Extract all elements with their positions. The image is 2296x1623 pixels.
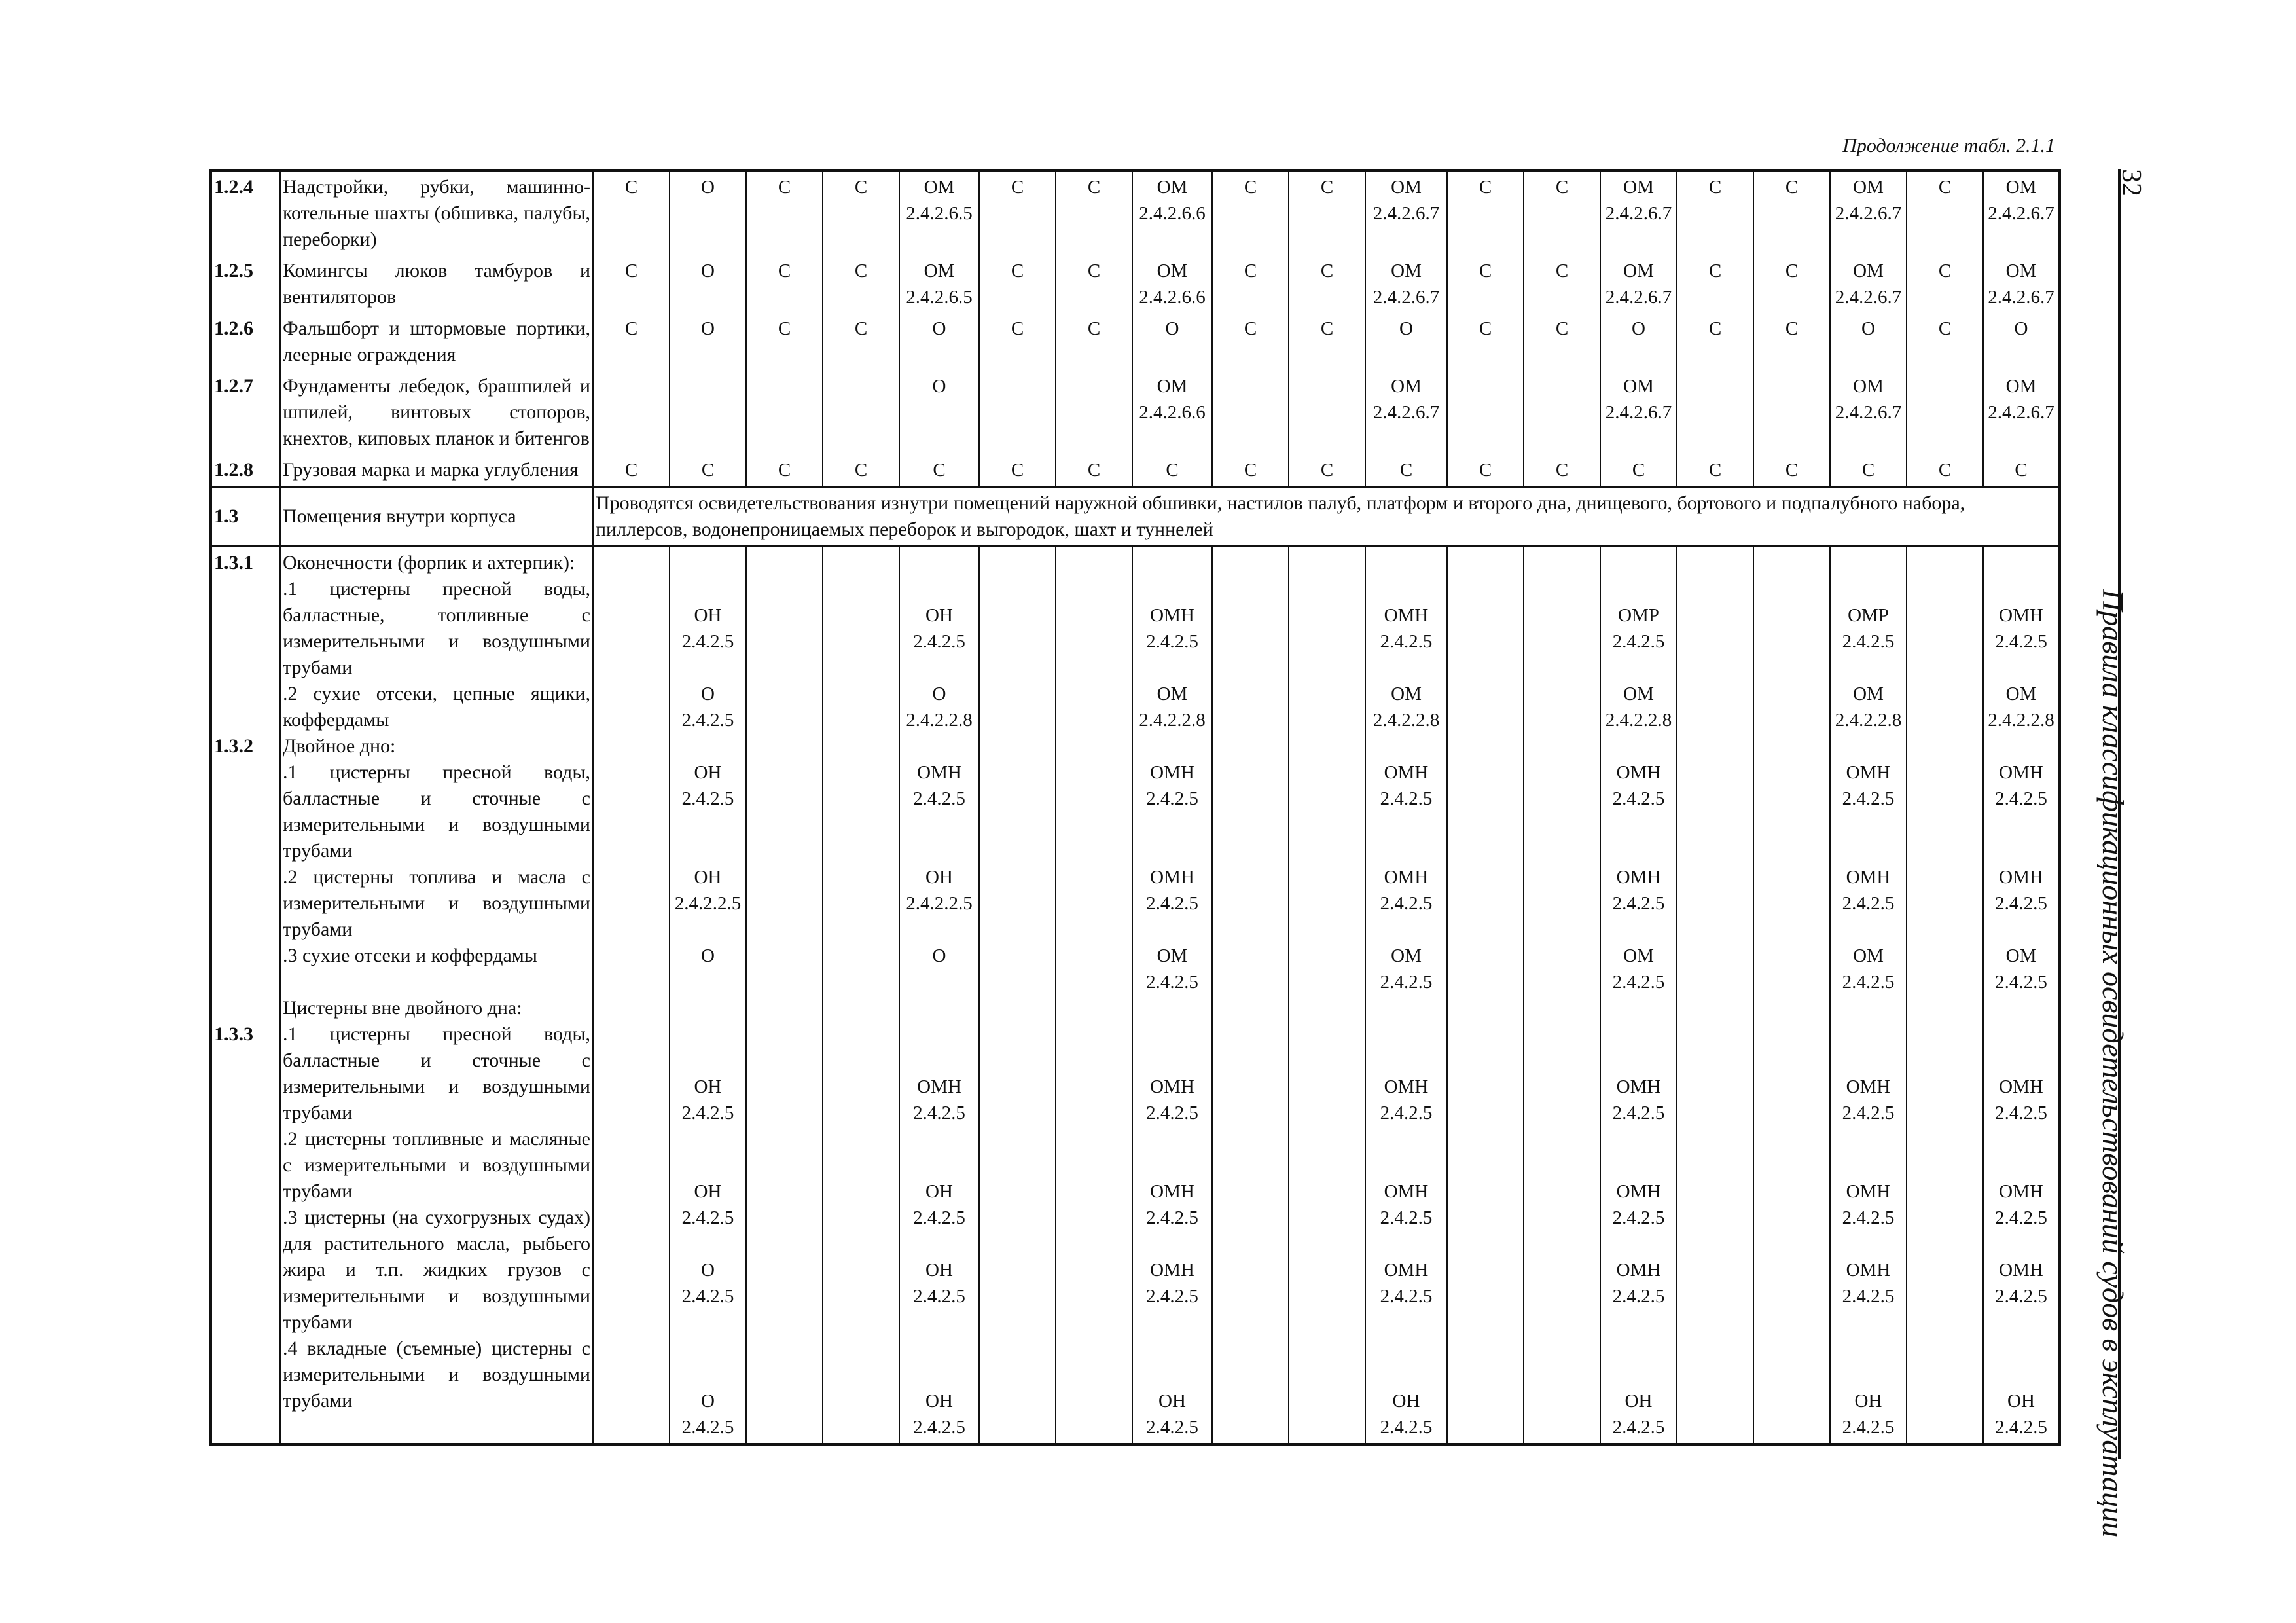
value-cell: ОМ 2.4.2.6.7 [1830,255,1907,313]
item-text: .4 вкладные (съемные) цистерны с измерительными и воздушными трубами [283,1338,590,1412]
value-cell: ОМ 2.4.2.6.7 [1983,371,2060,454]
value-entry: ОН [1158,1391,1186,1412]
value-cell: С [1365,454,1447,487]
value-entry: 2.4.2.5 [1995,893,2047,914]
value-cell: С [1830,454,1907,487]
value-entry: 2.4.2.5 [1995,788,2047,809]
value-cell [670,371,746,454]
section-note: Проводятся освидетельствования изнутри помещений наружной обшивки, настилов палуб, платформ и второго дна, днищевого, бортового и подпалубного набора, пиллерсов, водонепроницаемых переборок и выгородок, шахт и туннелей [593,487,2060,547]
value-entry: ОН [694,762,722,783]
value-column [1830,547,1907,1445]
value-entry: ОМН [1150,762,1194,783]
value-entry: ОМР [1848,605,1889,626]
item-text: .2 сухие отсеки, цепные ящики, коффердамы [283,683,590,731]
table-row [211,255,2060,313]
value-entry: ОМ [2005,684,2037,704]
value-cell: С [1447,170,1524,255]
value-entry: 2.4.2.5 [1842,788,1895,809]
value-entry: ОМР [1618,605,1659,626]
value-entry: 2.4.2.5 [1612,972,1665,993]
value-entry: 2.4.2.5 [1380,1417,1433,1438]
value-column [899,547,979,1445]
value-cell: С [1907,313,1983,371]
subsection-numbers [211,547,280,1445]
value-cell: С [1289,255,1365,313]
value-entry: 2.4.2.2.5 [906,893,973,914]
value-cell: С [1056,454,1132,487]
value-entry: ОМ [1391,684,1422,704]
value-entry: ОМН [1999,605,2043,626]
value-cell: С [979,313,1056,371]
value-entry: 2.4.2.5 [681,1207,734,1228]
value-entry: 2.4.2.2.8 [1372,710,1440,731]
value-cell: С [746,170,823,255]
row-number: 1.2.6 [211,313,280,371]
value-entry: ОМН [1999,1260,2043,1281]
value-cell: С [1212,313,1289,371]
value-entry: ОМН [1616,1076,1661,1097]
value-column [1289,547,1365,1445]
value-entry: ОМН [1846,1260,1891,1281]
value-entry: ОМН [1150,867,1194,888]
page-number: 32 [2116,169,2146,196]
value-cell: ОМ 2.4.2.6.6 [1132,170,1212,255]
value-entry: 2.4.2.5 [681,631,734,652]
value-cell: С [1289,454,1365,487]
value-entry: 2.4.2.5 [1842,1207,1895,1228]
value-cell: ОМ 2.4.2.6.7 [1365,170,1447,255]
value-entry: 2.4.2.5 [1146,893,1198,914]
value-entry: ОН [2007,1391,2035,1412]
value-cell [1907,371,1983,454]
number-1-3-3: 1.3.3 [214,1023,253,1045]
value-cell: С [1983,454,2060,487]
value-cell: С [1907,454,1983,487]
value-cell: ОМ 2.4.2.6.7 [1600,170,1677,255]
number-1-3-1: 1.3.1 [214,552,253,574]
value-entry: 2.4.2.5 [913,1103,965,1123]
table-row [211,454,2060,487]
value-column [823,547,899,1445]
value-entry: 2.4.2.5 [913,1286,965,1307]
value-entry: 2.4.2.2.8 [906,710,973,731]
value-entry: ОМН [1999,1076,2043,1097]
section-number: 1.3 [211,487,280,547]
value-cell: О [1365,313,1447,371]
value-cell: С [1524,313,1600,371]
value-cell: ОМ 2.4.2.6.6 [1132,255,1212,313]
value-column [1677,547,1753,1445]
running-title: Правила классификационных освидетельствований судов в эксплуатации [2096,589,2130,1538]
value-cell: С [979,170,1056,255]
value-cell: С [746,313,823,371]
value-column [1753,547,1830,1445]
classification-survey-table [209,169,2061,1446]
value-cell: С [1753,170,1830,255]
table-continuation-caption: Продолжение табл. 2.1.1 [1842,135,2055,156]
value-column [1447,547,1524,1445]
value-entry: 2.4.2.5 [913,788,965,809]
value-entry: 2.4.2.5 [1380,1207,1433,1228]
value-cell: ОМ 2.4.2.6.7 [1365,371,1447,454]
value-entry: 2.4.2.5 [1380,893,1433,914]
value-entry: ОН [694,1076,722,1097]
subsection-descriptions [280,547,593,1445]
item-text: .1 цистерны пресной воды, балластные, топливные с измерительными и воздушными трубами [283,578,590,678]
value-cell: С [899,454,979,487]
value-cell [979,371,1056,454]
value-cell: С [979,255,1056,313]
value-cell [1289,371,1365,454]
value-column [1983,547,2060,1445]
value-entry: ОМН [1846,867,1891,888]
value-entry: ОМН [1150,1260,1194,1281]
value-entry: 2.4.2.5 [1842,972,1895,993]
row-name: Фундаменты лебедок, брашпилей и шпилей, винтовых стопоров, кнехтов, киповых планок и битенгов [280,371,593,454]
value-entry: ОМН [1384,1181,1429,1202]
value-entry: ОМ [1853,684,1884,704]
value-cell: С [1753,255,1830,313]
value-cell: О [1600,313,1677,371]
value-column [670,547,746,1445]
value-entry: 2.4.2.5 [1380,1286,1433,1307]
value-entry: ОМН [1384,762,1429,783]
value-entry: ОН [925,1391,953,1412]
value-entry: 2.4.2.5 [913,1207,965,1228]
value-entry: 2.4.2.2.8 [1605,710,1672,731]
value-entry: 2.4.2.5 [913,631,965,652]
value-entry: 2.4.2.5 [1612,788,1665,809]
value-entry: ОМН [1999,867,2043,888]
value-cell [1524,371,1600,454]
row-name: Грузовая марка и марка углубления [280,454,593,487]
value-cell: С [746,255,823,313]
value-entry: 2.4.2.2.8 [1988,710,2054,731]
value-cell: С [1753,313,1830,371]
value-entry: 2.4.2.5 [1146,972,1198,993]
value-entry: ОМН [1150,605,1194,626]
value-cell: О [1830,313,1907,371]
value-cell: С [593,313,670,371]
value-entry: 2.4.2.5 [1612,1286,1665,1307]
value-cell: С [1753,454,1830,487]
value-cell [1677,371,1753,454]
number-1-3-2: 1.3.2 [214,735,253,757]
value-column [979,547,1056,1445]
value-entry: 2.4.2.5 [1995,1417,2047,1438]
value-cell: О [899,371,979,454]
value-column [1524,547,1600,1445]
value-entry: 2.4.2.5 [1995,972,2047,993]
value-entry: 2.4.2.5 [681,710,734,731]
value-entry: ОМН [1150,1181,1194,1202]
value-entry: ОН [1854,1391,1882,1412]
value-entry: ОМН [1384,1076,1429,1097]
value-entry: 2.4.2.5 [1146,1207,1198,1228]
value-entry: ОМН [1846,762,1891,783]
section-row-1-3 [211,487,2060,547]
value-cell: С [1447,454,1524,487]
value-cell: С [1524,454,1600,487]
value-cell: ОМ 2.4.2.6.7 [1830,371,1907,454]
value-entry: 2.4.2.5 [1380,788,1433,809]
value-entry: 2.4.2.5 [1612,1103,1665,1123]
value-cell: С [823,454,899,487]
item-text: Цистерны вне двойного дна: [283,997,522,1019]
value-cell [1447,371,1524,454]
value-entry: ОМН [1999,1181,2043,1202]
value-cell: О [670,170,746,255]
row-number: 1.2.8 [211,454,280,487]
item-text: .1 цистерны пресной воды, балластные и сточные с измерительными и воздушными трубами [283,761,590,862]
value-cell: С [1907,255,1983,313]
value-entry: 2.4.2.5 [1380,972,1433,993]
value-cell: С [1447,313,1524,371]
value-cell: О [670,255,746,313]
value-entry: 2.4.2.5 [681,1286,734,1307]
value-entry: ОМ [1853,945,1884,966]
table-row [211,313,2060,371]
value-entry: 2.4.2.5 [1146,631,1198,652]
value-entry: ОМ [1157,945,1188,966]
value-cell: С [1677,454,1753,487]
value-entry: ОН [925,867,953,888]
value-entry: ОМ [1623,945,1654,966]
subsections-block [211,547,2060,1445]
value-entry: 2.4.2.5 [1146,1417,1198,1438]
value-entry: О [701,945,715,966]
row-number: 1.2.5 [211,255,280,313]
value-cell: С [1524,255,1600,313]
value-cell: С [746,454,823,487]
value-cell: ОМ 2.4.2.6.7 [1983,170,2060,255]
value-entry: ОН [694,1181,722,1202]
value-entry: ОМН [1999,762,2043,783]
value-entry: 2.4.2.5 [681,1103,734,1123]
value-cell: С [1907,170,1983,255]
value-entry: 2.4.2.5 [1842,1286,1895,1307]
value-cell: С [823,255,899,313]
value-entry: 2.4.2.2.5 [674,893,742,914]
value-entry: О [701,1260,715,1281]
value-cell: ОМ 2.4.2.6.6 [1132,371,1212,454]
value-cell: О [1983,313,2060,371]
value-cell: С [593,170,670,255]
value-entry: ОН [1392,1391,1420,1412]
row-name: Фальшборт и штормовые портики, леерные ограждения [280,313,593,371]
value-entry: 2.4.2.5 [681,788,734,809]
value-column [1212,547,1289,1445]
item-text: .2 цистерны топливные и масляные с измерительными и воздушными трубами [283,1128,590,1202]
value-entry: 2.4.2.5 [1842,893,1895,914]
value-cell: С [1600,454,1677,487]
value-cell: ОМ 2.4.2.6.7 [1983,255,2060,313]
value-cell [1212,371,1289,454]
table-row [211,170,2060,255]
row-number: 1.2.4 [211,170,280,255]
value-entry: 2.4.2.5 [1612,631,1665,652]
value-cell: С [593,255,670,313]
value-cell: С [1212,454,1289,487]
value-cell: С [593,454,670,487]
value-cell [823,371,899,454]
value-cell: ОМ 2.4.2.6.5 [899,170,979,255]
value-entry: ОМН [1150,1076,1194,1097]
row-name: Комингсы люков тамбуров и вентиляторов [280,255,593,313]
value-entry: 2.4.2.5 [1612,1417,1665,1438]
value-cell: ОМ 2.4.2.6.5 [899,255,979,313]
value-entry: ОМН [1384,1260,1429,1281]
value-entry: ОН [694,867,722,888]
value-cell: С [670,454,746,487]
value-entry: ОМН [1384,867,1429,888]
value-entry: 2.4.2.5 [1995,631,2047,652]
value-cell: ОМ 2.4.2.6.7 [1600,255,1677,313]
value-entry: О [701,684,715,704]
value-cell: С [1447,255,1524,313]
value-entry: ОН [1624,1391,1653,1412]
value-entry: 2.4.2.5 [681,1417,734,1438]
value-entry: 2.4.2.5 [1380,1103,1433,1123]
value-column [746,547,823,1445]
value-entry: 2.4.2.2.8 [1835,710,1902,731]
value-entry: ОМН [1846,1076,1891,1097]
value-cell: С [1289,170,1365,255]
value-entry: ОМН [1384,605,1429,626]
value-cell: С [1056,255,1132,313]
value-entry: 2.4.2.5 [1842,1103,1895,1123]
value-entry: 2.4.2.5 [1995,1207,2047,1228]
value-entry: О [932,684,946,704]
value-entry: 2.4.2.5 [1146,1103,1198,1123]
value-column [1907,547,1983,1445]
value-entry: ОН [925,1260,953,1281]
value-entry: 2.4.2.2.8 [1139,710,1206,731]
value-cell: С [1212,170,1289,255]
item-text: Оконечности (форпик и ахтерпик): [283,552,575,574]
value-cell: С [1677,313,1753,371]
value-entry: ОМ [1623,684,1654,704]
value-cell [1056,371,1132,454]
value-entry: О [932,945,946,966]
value-entry: ОМН [1616,1260,1661,1281]
value-cell: О [1132,313,1212,371]
value-entry: 2.4.2.5 [1146,1286,1198,1307]
value-entry: ОН [925,605,953,626]
value-column [1056,547,1132,1445]
item-text: Двойное дно: [283,735,396,757]
value-entry: 2.4.2.5 [1380,631,1433,652]
value-column [1132,547,1212,1445]
value-cell [593,371,670,454]
value-entry: О [701,1391,715,1412]
value-entry: ОМН [1846,1181,1891,1202]
value-cell: С [1289,313,1365,371]
value-entry: ОН [925,1181,953,1202]
item-text: .1 цистерны пресной воды, балластные и сточные с измерительными и воздушными трубами [283,1023,590,1123]
value-cell: С [823,170,899,255]
value-entry: 2.4.2.5 [1842,631,1895,652]
value-entry: 2.4.2.5 [913,1417,965,1438]
value-column [593,547,670,1445]
table-row [211,371,2060,454]
value-cell: С [979,454,1056,487]
value-cell: ОМ 2.4.2.6.7 [1365,255,1447,313]
value-entry: ОМН [1616,762,1661,783]
value-cell: С [1056,170,1132,255]
row-name: Надстройки, рубки, машинно-котельные шахты (обшивка, палубы, переборки) [280,170,593,255]
value-entry: 2.4.2.5 [1995,1286,2047,1307]
value-cell: С [1677,170,1753,255]
value-cell: О [670,313,746,371]
value-entry: 2.4.2.5 [1612,893,1665,914]
row-number: 1.2.7 [211,371,280,454]
value-entry: ОМН [917,762,961,783]
value-cell: С [1056,313,1132,371]
value-column [1365,547,1447,1445]
item-text: .3 сухие отсеки и коффердамы [283,945,537,966]
section-name: Помещения внутри корпуса [280,487,593,547]
value-entry: 2.4.2.5 [1995,1103,2047,1123]
value-cell: С [823,313,899,371]
value-cell: С [1132,454,1212,487]
value-entry: ОМН [1616,1181,1661,1202]
value-entry: 2.4.2.5 [1842,1417,1895,1438]
value-cell: ОМ 2.4.2.6.7 [1600,371,1677,454]
value-cell: С [1212,255,1289,313]
value-cell [746,371,823,454]
value-entry: ОМ [1391,945,1422,966]
value-column [1600,547,1677,1445]
value-cell: О [899,313,979,371]
value-cell: С [1677,255,1753,313]
value-entry: 2.4.2.5 [1612,1207,1665,1228]
value-entry: ОМН [917,1076,961,1097]
value-cell: С [1524,170,1600,255]
value-cell [1753,371,1830,454]
value-entry: 2.4.2.5 [1146,788,1198,809]
item-text: .3 цистерны (на сухогрузных судах) для растительного масла, рыбьего жира и т.п. жидких грузов с измерительными и воздушными трубами [283,1207,590,1333]
value-cell: ОМ 2.4.2.6.7 [1830,170,1907,255]
value-entry: ОМ [1157,684,1188,704]
item-text: .2 цистерны топлива и масла с измерительными и воздушными трубами [283,866,590,940]
value-entry: ОМН [1616,867,1661,888]
value-entry: ОМ [2005,945,2037,966]
value-entry: ОН [694,605,722,626]
